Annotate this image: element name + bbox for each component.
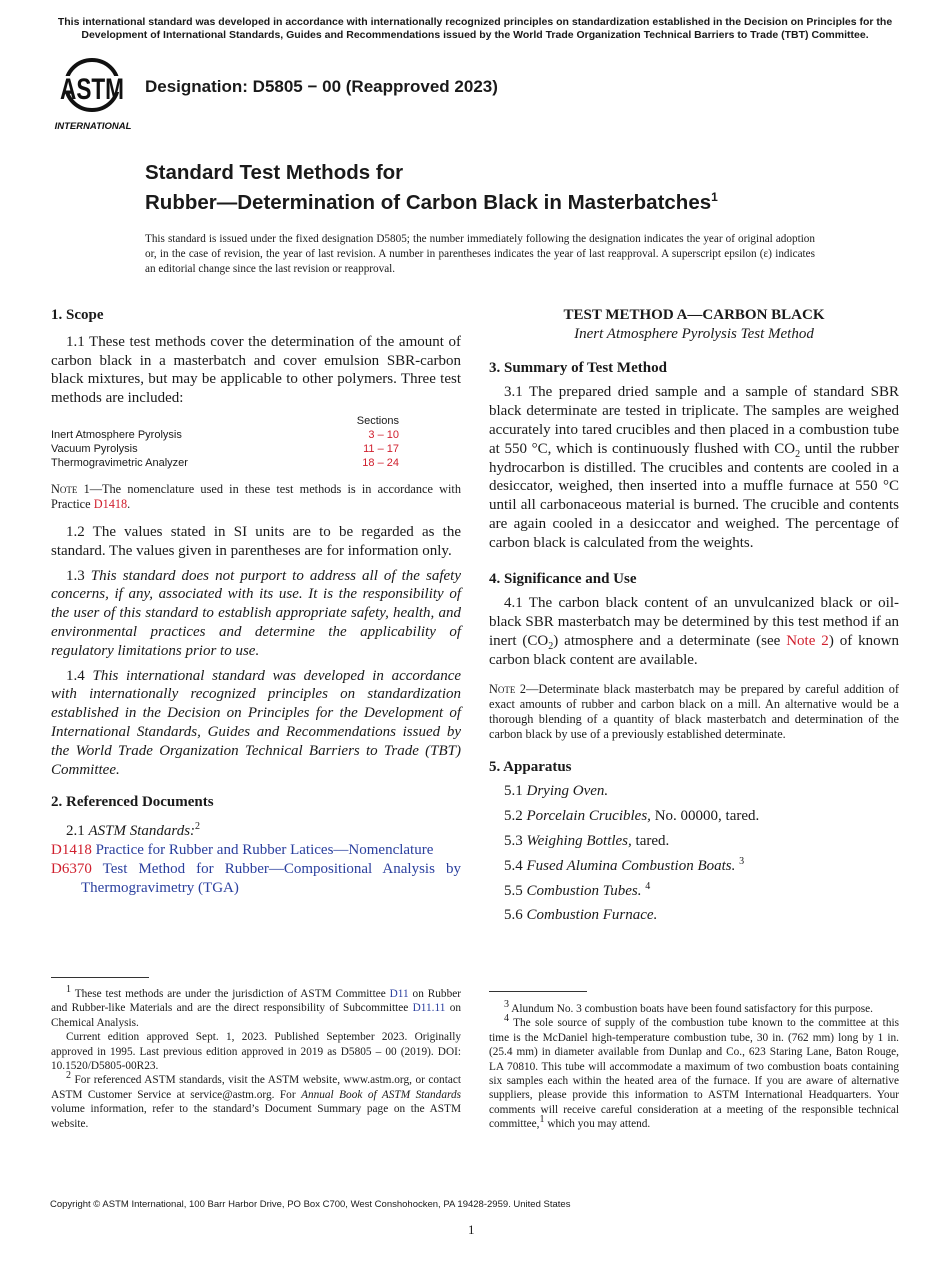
apparatus-item: 5.3 Weighing Bottles, tared.: [504, 832, 670, 849]
apparatus-item: 5.1 Drying Oven.: [504, 783, 609, 800]
section-range-link[interactable]: 18 – 24: [362, 456, 399, 469]
d1418-link[interactable]: D1418: [93, 496, 128, 511]
section-row: Thermogravimetric Analyzer 18 – 24: [51, 456, 399, 469]
document-title: [145, 160, 718, 215]
note-1: Note 1—The nomenclature used in these test methods is in accordance with Practice D1418.: [51, 481, 461, 511]
method-a-title: TEST METHOD A—CARBON BLACK: [563, 307, 825, 323]
footnote-ref[interactable]: 2: [195, 821, 201, 833]
para-3-1: 3.1 The prepared dried sample and a sample of standard SBR black determinate are tested in triplicate. The samples are weighed accurately into tared crucibles and then placed in a combustion tube at 550 °C, which is continuously flushed with $CO_2$ until the rubber hydrocarbon is distilled. The crucibles and contents are cooled in a desiccator, weighed, then inserted into a muffle furnace at 550 °C until all carbonaceous material is burned. The crucible and contents are again cooled in a desiccator and weighed. The percentage of carbon black is calculated from the weights.: [489, 384, 899, 551]
right-footnotes: [489, 999, 899, 1132]
summary-heading: 3. Summary of Test Method: [489, 359, 667, 376]
apparatus-item: 5.5 Combustion Tubes. $^4$: [504, 880, 651, 899]
apparatus-item: 5.6 Combustion Furnace.: [504, 907, 658, 924]
sections-table: [51, 414, 461, 470]
method-a-subtitle: Inert Atmosphere Pyrolysis Test Method: [574, 325, 814, 342]
scope-heading: 1. Scope: [51, 307, 104, 323]
footnote-ref[interactable]: 3: [739, 855, 745, 867]
footnote-4: $^4$ The sole source of supply of the combustion tube known to the committee at this time is the McDaniel high-temperature combustion tube, 30 in. (762 mm) long by 1 in. (25.4 mm) in diameter available from Dunlap and Co., 623 Staring Lane, Baton Rouge, LA 70810. This tube will accommodate a maximum of two combustion boats containing six samples each within the heated area of the furnace. If you are aware of alternative suppliers, please provide this information to ASTM International Headquarters. Your comments will receive careful consideration at a meeting of the responsible technical committee,$^1$ which you may attend.: [489, 1013, 899, 1131]
committee-d11-link[interactable]: D11: [389, 988, 409, 1000]
footnote-rule: [51, 977, 149, 978]
para-1-3: 1.3 This standard does not purport to address all of the safety concerns, if any, associated with its use. It is the responsibility of the user of this standard to establish appropriate safety, health, and environmental practices and determine the applicability of regulatory limitations prior to use.: [51, 567, 461, 659]
tbt-disclaimer: [50, 16, 900, 42]
refdocs-heading: 2. Referenced Documents: [51, 794, 214, 811]
disclaimer-line-1: This international standard was developed in accordance with internationally recognized principles on standardization established in the Decision on Principles for the: [57, 16, 893, 28]
title-line-2: Rubber—Determination of Carbon Black in Masterbatches$^1$: [145, 190, 718, 214]
right-column: [489, 306, 899, 925]
footnote-rule: [489, 991, 587, 992]
ref-d6370[interactable]: D6370 Test Method for Rubber—Compositional Analysis by Thermogravimetry (TGA): [51, 860, 461, 896]
copyright: Copyright © ASTM International, 100 Barr Harbor Drive, PO Box C700, West Conshohocken, PA 19428-2959. United States: [50, 1199, 571, 1210]
left-column: [51, 306, 461, 897]
para-2-1: 2.1 ASTM Standards:$^2$: [66, 821, 201, 840]
section-range-link[interactable]: 3 – 10: [368, 428, 399, 441]
para-1-1: 1.1 These test methods cover the determination of the amount of carbon black in a masterbatch and cover emulsion SBR-carbon black mixtures, but may be applicable to other polymers. Three test methods are included:: [51, 333, 461, 407]
significance-heading: 4. Significance and Use: [489, 570, 637, 587]
footnote-1: $^1$ These test methods are under the jurisdiction of ASTM Committee D11 on Rubber and Rubber-like Materials and are the direct responsibility of Subcommittee D11.11 on Chemical Analysis.: [51, 984, 462, 1029]
issued-note: This standard is issued under the fixed designation D5805; the number immediately following the designation indicates the year of original adoption or, in the case of revision, the year of last revision. A number in parentheses indicates the year of last reapproval. A superscript epsilon (ε) indicates an editorial change since the last revision or reapproval.: [145, 233, 815, 275]
para-4-1: 4.1 The carbon black content of an unvulcanized black or oil-black SBR masterbatch may be determined by this test method if an inert $(CO_2)$ atmosphere and a determinate (see Note 2) of known carbon black content are available.: [489, 595, 899, 668]
section-row: Inert Atmosphere Pyrolysis 3 – 10: [51, 428, 399, 441]
disclaimer-line-2: Development of International Standards, Guides and Recommendations issued by the World Trade Organization Technical Barriers to Trade (TBT) Committee.: [81, 29, 869, 41]
subcommittee-d11-11-link[interactable]: D11.11: [412, 1002, 446, 1015]
section-range-link[interactable]: 11 – 17: [363, 442, 399, 455]
footnote-ref[interactable]: 4: [645, 880, 651, 892]
logo-subtext: INTERNATIONAL: [54, 121, 132, 132]
logo-wordmark: ASTM: [60, 73, 124, 106]
title-footnote-ref[interactable]: 1: [711, 190, 718, 204]
apparatus-heading: 5. Apparatus: [489, 758, 572, 775]
left-footnotes: [51, 984, 462, 1131]
note-2: Note 2—Determinate black masterbatch may be prepared by careful addition of exact amounts of rubber and carbon black on a mill. An alternative would be a thorough blending of a quantity of black masterbatch and determination of the carbon black by use of a previously established determinate.: [489, 681, 899, 741]
apparatus-item: 5.2 Porcelain Crucibles, No. 00000, tared.: [504, 808, 760, 825]
page-number: 1: [468, 1222, 475, 1237]
footnote-1-edition: Current edition approved Sept. 1, 2023. Published September 2023. Originally approved in 1995. Last previous edition approved in 2019 as D5805 – 00 (2019). DOI: 10.1520/D5805-00R23.: [51, 1031, 461, 1073]
designation: Designation: D5805 − 00 (Reapproved 2023): [145, 77, 498, 96]
sections-header: Sections: [356, 414, 399, 427]
note-2-link[interactable]: Note 2: [786, 632, 829, 649]
footnote-2: $^2$ For referenced ASTM standards, visit the ASTM website, www.astm.org, or contact ASTM Customer Service at service@astm.org. For Annual Book of ASTM Standards volume information, refer to the standard’s Document Summary page on the ASTM website.: [51, 1070, 461, 1130]
ref-d1418[interactable]: D1418 Practice for Rubber and Rubber Latices—Nomenclature: [51, 841, 434, 858]
footnote-3: $^3$ Alundum No. 3 combustion boats have been found satisfactory for this purpose.: [504, 999, 873, 1015]
apparatus-item: 5.4 Fused Alumina Combustion Boats. $^3$: [504, 855, 745, 874]
para-1-4: 1.4 This international standard was developed in accordance with internationally recognized principles on standardization established in the Decision on Principles for the Development of International Standards, Guides and Recommendations issued by the World Trade Organization Technical Barriers to Trade (TBT) Committee.: [51, 667, 462, 778]
astm-logo: [52, 56, 134, 132]
title-line-1: Standard Test Methods for: [145, 161, 404, 184]
section-row: Vacuum Pyrolysis 11 – 17: [51, 442, 399, 455]
para-1-2: 1.2 The values stated in SI units are to be regarded as the standard. The values given in parentheses are for information only.: [51, 523, 461, 559]
